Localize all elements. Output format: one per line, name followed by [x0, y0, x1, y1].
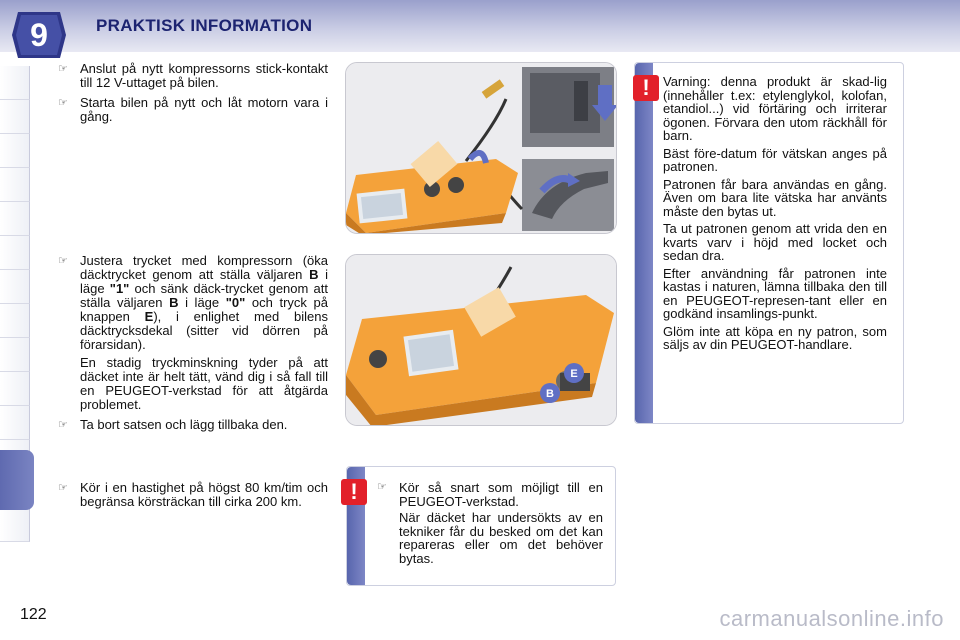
chapter-tab[interactable]: [0, 304, 30, 338]
compressor-kit-photo-bottom: [345, 254, 617, 426]
list-item: ☞ Kör i en hastighet på högst 80 km/tim och begränsa körsträckan till cirka 200 km.: [58, 480, 328, 509]
list-item: ☞ Ta bort satsen och lägg tillbaka den.: [58, 417, 288, 432]
list-item: ☞ Justera trycket med kompressorn (öka däcktrycket genom att ställa väljaren B i läge "1" och sänk däck-trycket genom att ställa väljaren B i läge "0" och tryck på knappen E), i enlighet med bilens däcktrycksdekal (sitter vid dörren på förarsidan). En stadig tryckminskning tyder på att däcket inte är helt tätt, vänd dig i så fall till en PEUGEOT-verkstad för att åtgärda problemet.: [58, 253, 328, 412]
warning-box-cartridge: [634, 62, 904, 424]
pointing-hand-icon: ☞: [58, 63, 68, 75]
exclamation-icon: !: [341, 479, 367, 505]
warning-stripe: [635, 63, 653, 423]
warning-text: [375, 481, 603, 569]
page-number: 122: [20, 606, 47, 623]
chapter-tab[interactable]: [0, 338, 30, 372]
instructions-bottom: [56, 481, 328, 515]
compressor-kit-photo-top: [345, 62, 617, 234]
pointing-hand-icon: ☞: [58, 419, 68, 431]
warning-text: Varning: denna produkt är skad-lig (innehåller t.ex: etylenglykol, kolofan, etandiol...) vid förtäring och irriterar ögonen. Förvara den utom räckhåll för barn. Bäst före-datum för vätskan anges på patronen. Patronen får bara användas en gång. Även om bara lite vätska har använts måste den bytas ut. Ta ut patronen genom att vrida den en kvarts varv i höjd med locket och sedan dra. Efter användning får patronen inte kastas i naturen, lämna tillbaka den till en PEUGEOT-represen-tant eller en godkänd insamlings-punkt. Glöm inte att köpa en ny patron, som säljs av din PEUGEOT-handlare.: [663, 74, 887, 352]
pointing-hand-icon: ☞: [377, 481, 387, 493]
label-e: E: [570, 368, 578, 380]
chapter-tab[interactable]: [0, 168, 30, 202]
instructions-middle: [56, 254, 328, 438]
exclamation-icon: !: [633, 75, 659, 101]
list-item: ☞ Anslut på nytt kompressorns stick-kontakt till 12 V-uttaget på bilen.: [58, 61, 328, 90]
chapter-tab[interactable]: [0, 66, 30, 100]
chapter-tab[interactable]: [0, 270, 30, 304]
chapter-number: 9: [30, 17, 48, 53]
chapter-tab[interactable]: [0, 236, 30, 270]
chapter-tab[interactable]: [0, 406, 30, 440]
chapter-tab-active[interactable]: [0, 450, 34, 510]
list-item: ☞ Starta bilen på nytt och låt motorn vara i gång.: [58, 95, 328, 124]
watermark: carmanualsonline.info: [719, 606, 944, 631]
page-title: PRAKTISK INFORMATION: [96, 16, 313, 35]
list-item: ☞ Kör så snart som möjligt till en PEUGEOT-verkstad. När däcket har undersökts av en tekniker får du besked om det kan repareras eller om det behöver bytas.: [377, 480, 603, 566]
chapter-tab[interactable]: [0, 134, 30, 168]
warning-box-workshop: [346, 466, 616, 586]
pointing-hand-icon: ☞: [58, 482, 68, 494]
instructions-top: [56, 62, 328, 130]
pointing-hand-icon: ☞: [58, 97, 68, 109]
chapter-tab[interactable]: [0, 372, 30, 406]
chapter-tab[interactable]: [0, 100, 30, 134]
chapter-badge: [12, 10, 66, 60]
list-item-note: En stadig tryckminskning tyder på att däcket inte är helt tätt, vänd dig i så fall till en PEUGEOT-verkstad för att åtgärda problemet.: [80, 355, 328, 412]
chapter-tab[interactable]: [0, 508, 30, 542]
chapter-tab[interactable]: [0, 202, 30, 236]
label-b: B: [546, 388, 554, 400]
pointing-hand-icon: ☞: [58, 255, 68, 267]
